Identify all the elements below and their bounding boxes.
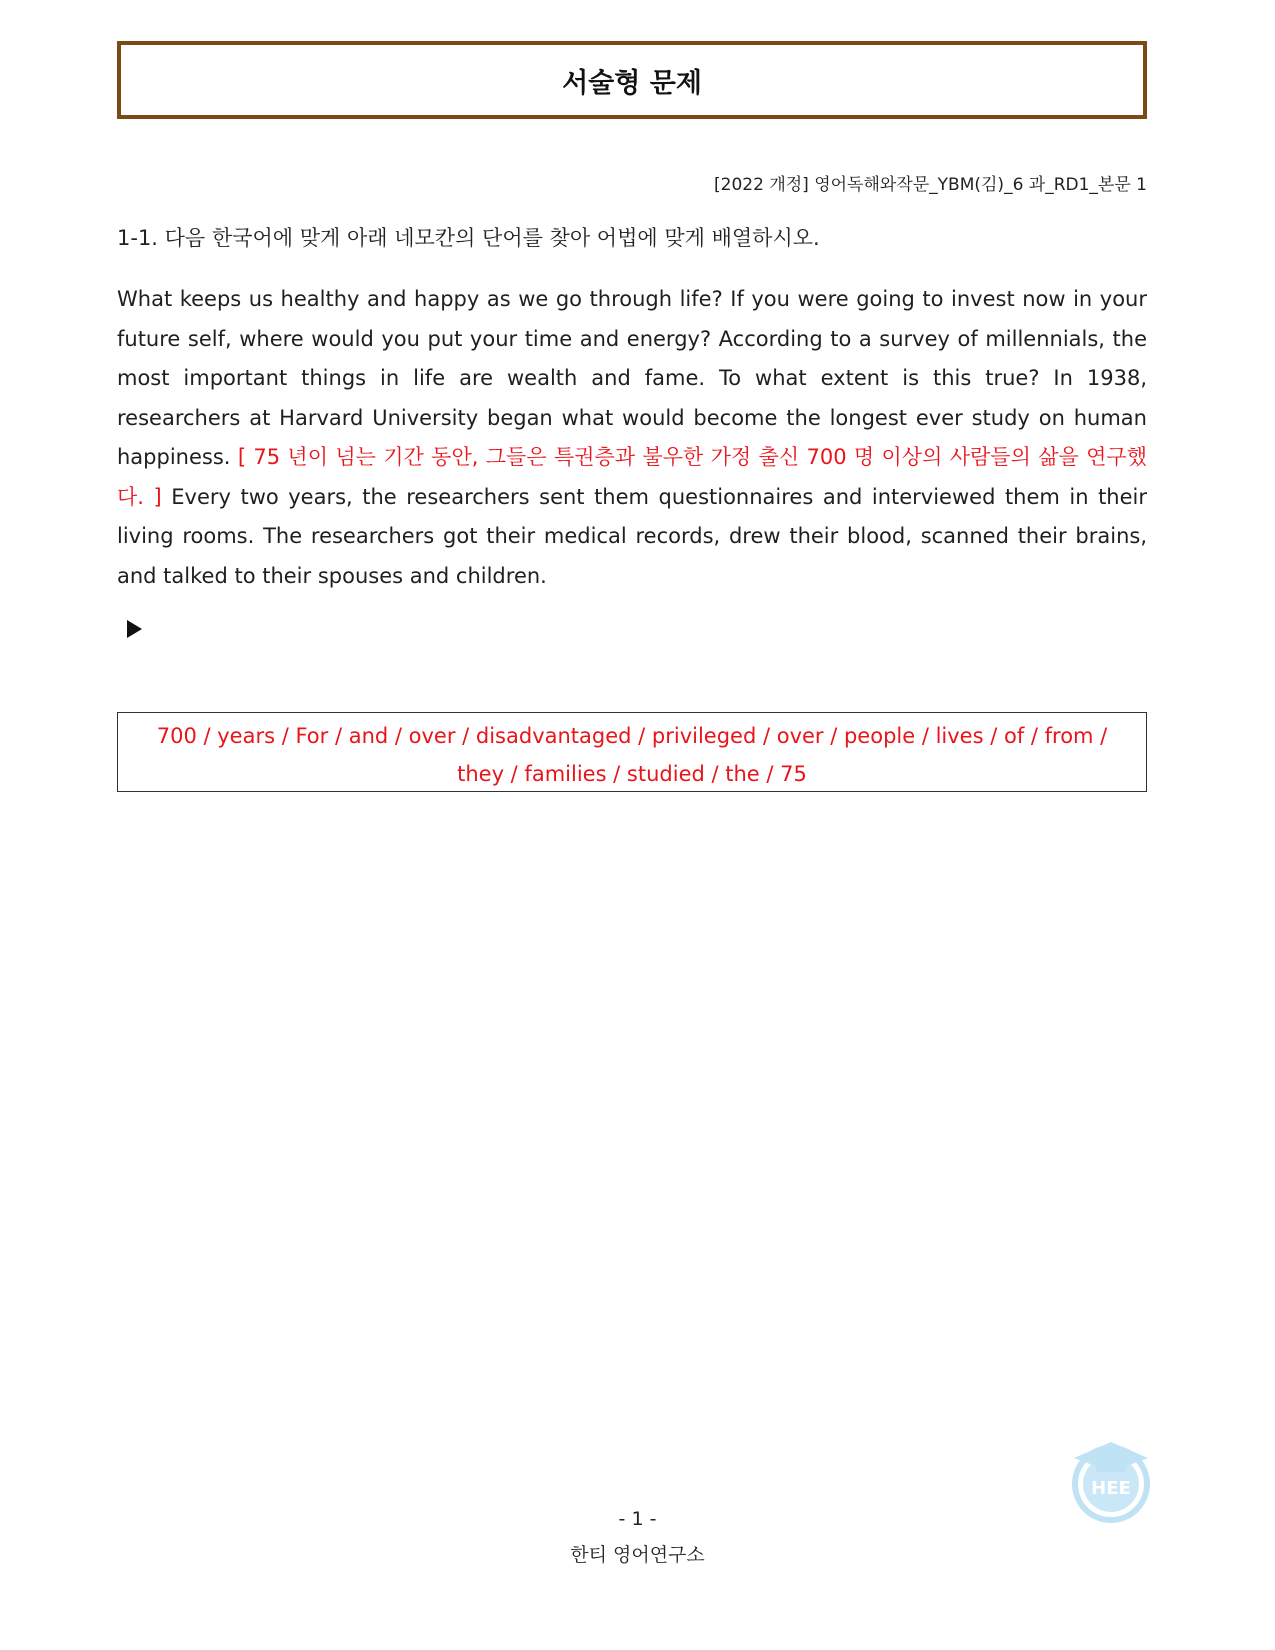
title-box (117, 41, 1147, 119)
passage-text-part2: Every two years, the researchers sent them questionnaires and interviewed them in their living rooms. The researchers got their medical records, drew their blood, scanned their brains, and talked to their spouses and children. (117, 484, 1148, 588)
word-bank-box (117, 712, 1147, 792)
reading-passage (117, 280, 1147, 596)
word-bank-line-1: 700 / years / For / and / over / disadvantaged / privileged / over / people / lives / of / from / (156, 724, 1108, 748)
word-bank-line-2: they / families / studied / the / 75 (457, 762, 807, 786)
svg-text:HEE: HEE (1091, 1478, 1131, 1499)
page-title: 서술형 문제 (562, 67, 702, 99)
passage-text-part1: What keeps us healthy and happy as we go through life? If you were going to invest now in your future self, where would you put your time and energy? According to a survey of millennials, the most important things in life are wealth and fame. To what extent is this true? In 1938, researchers at Harvard University began what would become the longest ever study on human happiness. (117, 287, 1147, 469)
passage-highlight-korean: [ 75 년이 넘는 기간 동안, 그들은 특권층과 불우한 가정 출신 700 명 이상의 사람들의 삶을 연구했다. ] (117, 445, 1147, 509)
footer-organization: 한티 영어연구소 (570, 1544, 705, 1566)
answer-arrow-icon (127, 620, 142, 638)
source-line: [2022 개정] 영어독해와작문_YBM(김)_6 과_RD1_본문 1 (714, 175, 1147, 195)
question-prompt: 1-1. 다음 한국어에 맞게 아래 네모칸의 단어를 찾아 어법에 맞게 배열하시오. (117, 226, 820, 250)
page-number: - 1 - (618, 1508, 657, 1530)
